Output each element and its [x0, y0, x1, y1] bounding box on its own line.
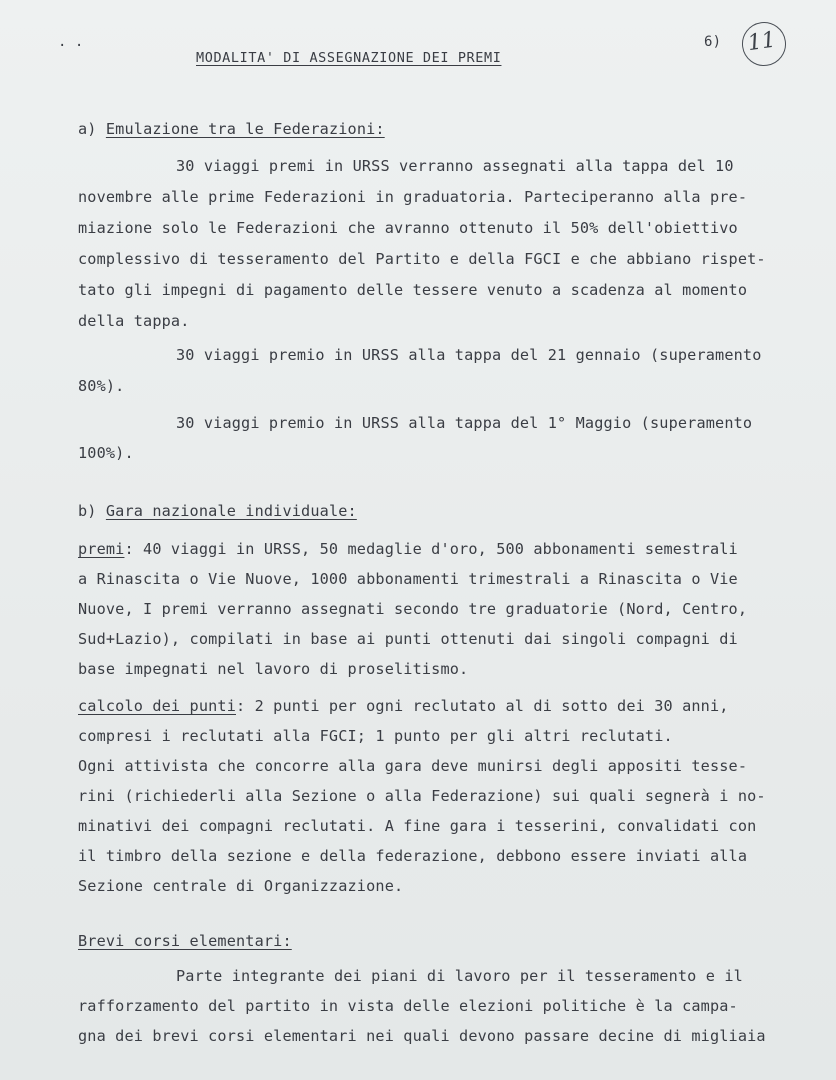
calcolo-line: Sezione centrale di Organizzazione. — [78, 877, 404, 895]
handwritten-page-mark: 11 — [739, 19, 789, 69]
calcolo-line: minativi dei compagni reclutati. A fine gara i tesserini, convalidati con — [78, 817, 757, 835]
section-a-line: 30 viaggi premio in URSS alla tappa del 1° Maggio (superamento — [176, 414, 753, 432]
calcolo-label: calcolo dei punti — [78, 697, 236, 715]
section-a-line: miazione solo le Federazioni che avranno ottenuto il 50% dell'obiettivo — [78, 219, 738, 237]
calcolo-line: compresi i reclutati alla FGCI; 1 punto per gli altri reclutati. — [78, 727, 673, 745]
section-c-line: gna dei brevi corsi elementari nei quali devono passare decine di migliaia — [78, 1027, 766, 1045]
premi-line: a Rinascita o Vie Nuove, 1000 abbonamenti trimestrali a Rinascita o Vie — [78, 570, 738, 588]
section-a-line: tato gli impegni di pagamento delle tessere venuto a scadenza al momento — [78, 281, 748, 299]
section-a-line: complessivo di tesseramento del Partito e della FGCI e che abbiano rispet- — [78, 250, 766, 268]
premi-label: premi — [78, 540, 125, 558]
section-c-line: Parte integrante dei piani di lavoro per il tesseramento e il — [176, 967, 743, 985]
section-a-line: 30 viaggi premio in URSS alla tappa del 21 gennaio (superamento — [176, 346, 762, 364]
section-a-line: 80%). — [78, 377, 125, 395]
section-c-heading: Brevi corsi elementari: — [78, 932, 292, 950]
section-b-heading: b) Gara nazionale individuale: — [78, 502, 357, 520]
premi-line: Nuove, I premi verranno assegnati secondo tre graduatorie (Nord, Centro, — [78, 600, 748, 618]
premi-line: Sud+Lazio), compilati in base ai punti ottenuti dai singoli compagni di — [78, 630, 738, 648]
section-c-line: rafforzamento del partito in vista delle elezioni politiche è la campa- — [78, 997, 738, 1015]
premi-line: premi: 40 viaggi in URSS, 50 medaglie d'oro, 500 abbonamenti semestrali — [78, 540, 738, 558]
calcolo-line: il timbro della sezione e della federazione, debbono essere inviati alla — [78, 847, 748, 865]
page-number: 6) — [704, 34, 722, 50]
section-a-line: 30 viaggi premi in URSS verranno assegnati alla tappa del 10 — [176, 157, 734, 175]
section-a-heading: a) Emulazione tra le Federazioni: — [78, 120, 385, 138]
stray-marks: · · — [58, 38, 84, 54]
premi-line: base impegnati nel lavoro di proselitismo. — [78, 660, 469, 678]
calcolo-line: rini (richiederli alla Sezione o alla Federazione) sui quali segnerà i no- — [78, 787, 766, 805]
calcolo-line: Ogni attivista che concorre alla gara deve munirsi degli appositi tesse- — [78, 757, 748, 775]
section-a-line: 100%). — [78, 444, 134, 462]
section-a-line: della tappa. — [78, 312, 190, 330]
document-title: MODALITA' DI ASSEGNAZIONE DEI PREMI — [196, 50, 502, 66]
section-a-line: novembre alle prime Federazioni in graduatoria. Parteciperanno alla pre- — [78, 188, 748, 206]
calcolo-line: calcolo dei punti: 2 punti per ogni reclutato al di sotto dei 30 anni, — [78, 697, 729, 715]
